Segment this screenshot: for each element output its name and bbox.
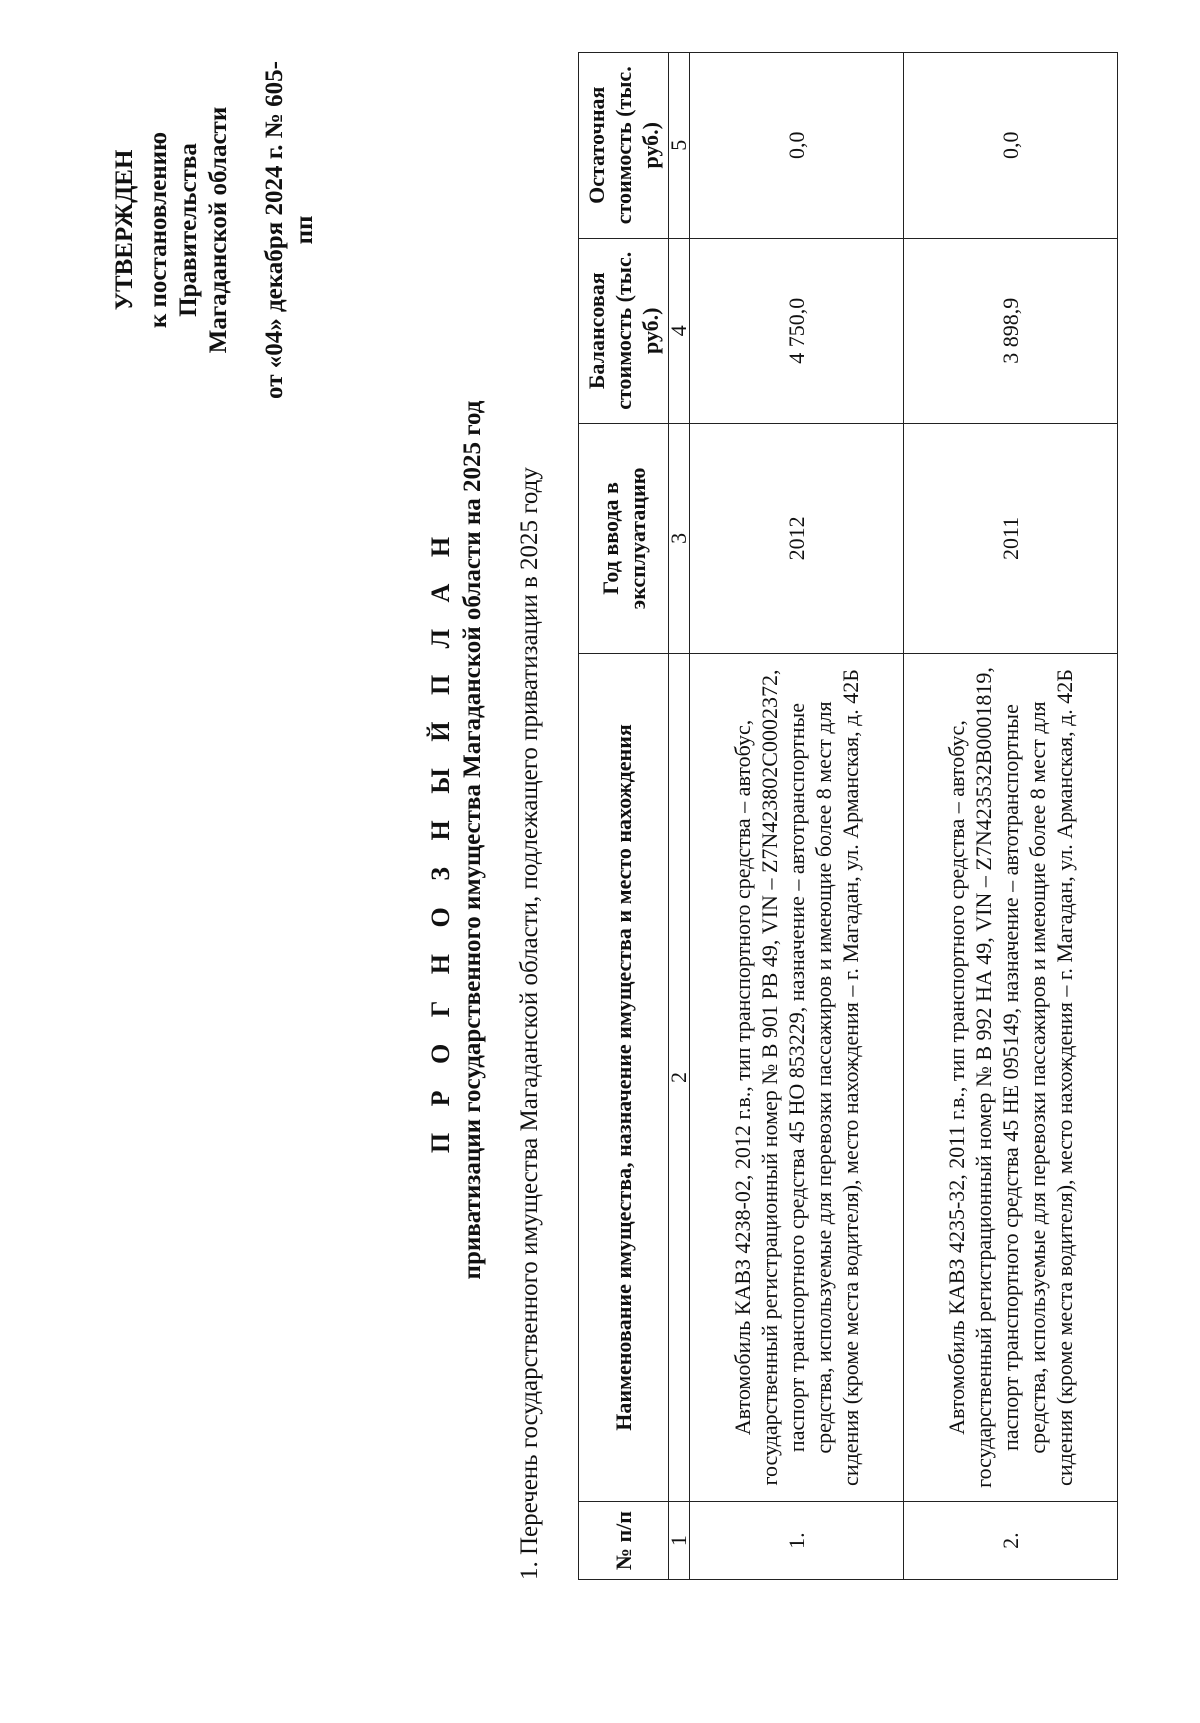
row-property-description: Автомобиль КАВЗ 4235-32, 2011 г.в., тип транспортного средства – автобус, государственный регистрационный номер № В 992 НА 49, VIN – Z7N423532B0001819, паспорт транспортного средства 45 НЕ 095149, назначение – автотранспортные средства, используемые для перевозки пассажиров и имеющие более 8 мест для сидения (кроме места водителя), место нахождения – г. Магадан, ул. Арманская, д. 42Б <box>904 653 1118 1501</box>
column-number: 1 <box>669 1502 690 1580</box>
header-balance: Балансовая стоимость (тыс. руб.) <box>579 238 669 423</box>
column-number: 5 <box>669 53 690 239</box>
document-title: П Р О Г Н О З Н Ы Й П Л А Н <box>426 526 455 1154</box>
header-number: № п/п <box>579 1502 669 1580</box>
row-number: 2. <box>904 1502 1118 1580</box>
document-heading <box>425 20 489 1660</box>
document-page <box>0 20 1200 1660</box>
approval-line-2: Магаданской области <box>205 106 232 354</box>
row-balance-value: 3 898,9 <box>904 238 1118 423</box>
approval-title: УТВЕРЖДЕН <box>111 149 138 311</box>
header-year: Год ввода в эксплуатацию <box>579 423 669 653</box>
header-name: Наименование имущества, назначение имущества и место нахождения <box>579 653 669 1501</box>
approval-date: от «04» декабря 2024 г. № 605-пп <box>261 61 318 399</box>
document-subtitle: приватизации государственного имущества Магаданской области на 2025 год <box>459 400 486 1280</box>
column-number: 2 <box>669 653 690 1501</box>
table-row <box>690 53 904 1580</box>
row-balance-value: 4 750,0 <box>690 238 904 423</box>
column-number: 4 <box>669 238 690 423</box>
table-row <box>904 53 1118 1580</box>
header-residual: Остаточная стоимость (тыс. руб.) <box>579 53 669 239</box>
row-year: 2011 <box>904 423 1118 653</box>
property-table <box>578 52 1118 1580</box>
row-year: 2012 <box>690 423 904 653</box>
column-number-row <box>669 53 690 1580</box>
table-header-row <box>579 53 669 1580</box>
section-intro: 1. Перечень государственного имущества Магаданской области, подлежащего приватизации в 2025 году <box>516 467 543 1580</box>
column-number: 3 <box>669 423 690 653</box>
approval-stamp-block <box>110 50 320 410</box>
row-residual-value: 0,0 <box>690 53 904 239</box>
row-residual-value: 0,0 <box>904 53 1118 239</box>
row-number: 1. <box>690 1502 904 1580</box>
approval-line-1: к постановлению Правительства <box>145 131 202 329</box>
row-property-description: Автомобиль КАВЗ 4238-02, 2012 г.в., тип транспортного средства – автобус, государственный регистрационный номер № В 901 РВ 49, VIN – Z7N423802C0002372, паспорт транспортного средства 45 НО 853229, назначение – автотранспортные средства, используемые для перевозки пассажиров и имеющие более 8 мест для сидения (кроме места водителя), место нахождения – г. Магадан, ул. Арманская, д. 42Б <box>690 653 904 1501</box>
